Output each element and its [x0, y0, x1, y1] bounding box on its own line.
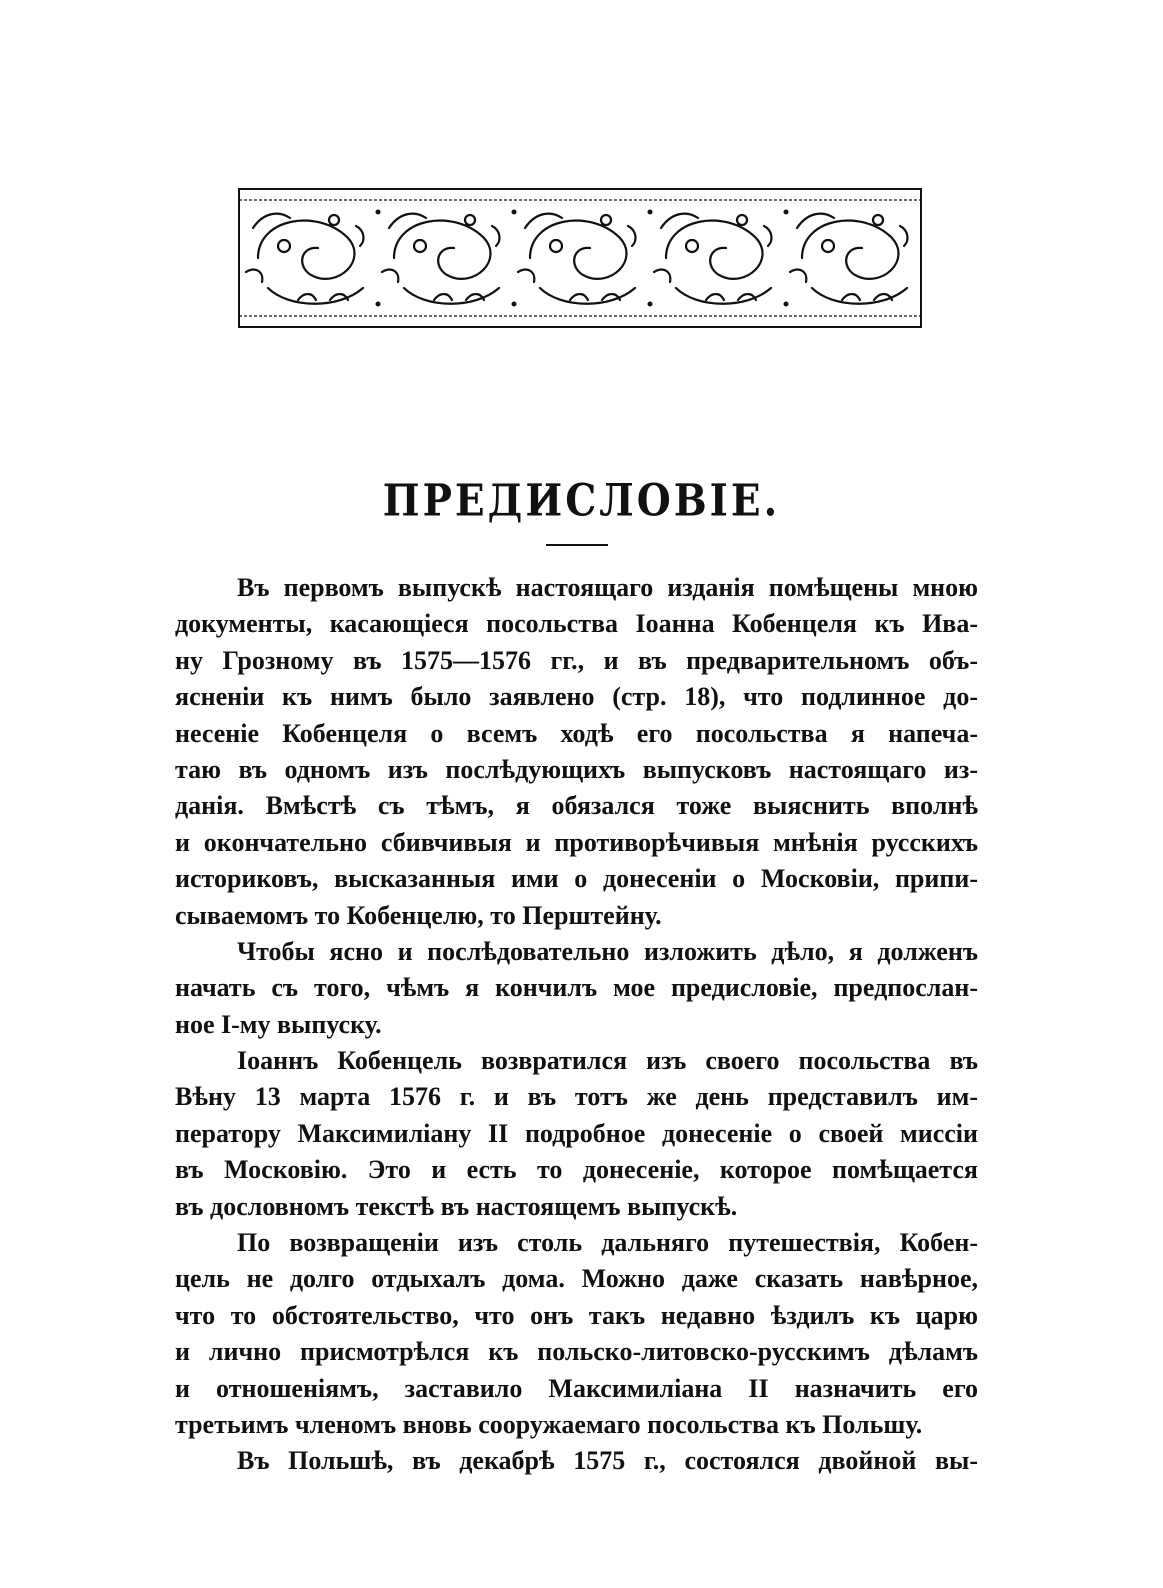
text-line: и окончательно сбивчивыя и противорѣчивыя мнѣнія русскихъ: [175, 827, 978, 857]
text-line: Вѣну 13 марта 1576 г. и въ тотъ же день представилъ им-: [175, 1082, 978, 1112]
text-line: въ дословномъ текстѣ въ настоящемъ выпускѣ.: [175, 1191, 738, 1221]
text-line: ясненіи къ нимъ было заявлено (стр. 18), что подлинное до-: [175, 682, 978, 712]
text-line: ну Грозному въ 1575—1576 гг., и въ предварительномъ объ-: [175, 645, 978, 675]
page-title: ПРЕДИСЛОВІЕ.: [382, 475, 781, 527]
text-line: и отношеніямъ, заставило Максимиліана II назначить его: [175, 1373, 978, 1403]
text-line: несеніе Кобенцеля о всемъ ходѣ его посольства я напеча-: [175, 718, 978, 748]
text-line: данія. Вмѣстѣ съ тѣмъ, я обязался тоже выяснить вполнѣ: [175, 791, 978, 821]
text-line: Въ Польшѣ, въ декабрѣ 1575 г., состоялся двойной вы-: [237, 1446, 978, 1476]
decorative-headpiece-ornament: [238, 188, 922, 328]
text-line: Чтобы ясно и послѣдовательно изложить дѣло, я долженъ: [237, 936, 978, 966]
text-line: и лично присмотрѣлся къ польско-литовско-русскимъ дѣламъ: [175, 1337, 978, 1367]
text-line: сываемомъ то Кобенцелю, то Перштейну.: [175, 900, 662, 930]
text-line: что то обстоятельство, что онъ такъ недавно ѣздилъ къ царю: [175, 1300, 978, 1330]
text-line: По возвращеніи изъ столь дальняго путешествія, Кобен-: [237, 1228, 978, 1258]
text-line: въ Московію. Это и есть то донесеніе, которое помѣщается: [175, 1155, 978, 1185]
body-text: [175, 570, 978, 1480]
text-line: ператору Максимиліану II подробное донесеніе о своей миссіи: [175, 1118, 978, 1148]
title-divider: [546, 544, 608, 546]
text-line: таю въ одномъ изъ послѣдующихъ выпусковъ настоящаго из-: [175, 754, 978, 784]
text-line: третьимъ членомъ вновь сооружаемаго посольства къ Польшу.: [175, 1409, 923, 1439]
text-line: начать съ того, чѣмъ я кончилъ мое предисловіе, предпослан-: [175, 973, 978, 1003]
text-line: ное І-му выпуску.: [175, 1009, 382, 1039]
text-line: Въ первомъ выпускѣ настоящаго изданія помѣщены мною: [237, 573, 978, 602]
text-line: историковъ, высказанныя ими о донесеніи о Московіи, припи-: [175, 864, 978, 894]
text-line: Іоаннъ Кобенцель возвратился изъ своего посольства въ: [237, 1046, 978, 1076]
text-line: цель не долго отдыхалъ дома. Можно даже сказать навѣрное,: [175, 1264, 978, 1294]
text-line: документы, касающіеся посольства Іоанна Кобенцеля къ Ива-: [175, 609, 978, 639]
